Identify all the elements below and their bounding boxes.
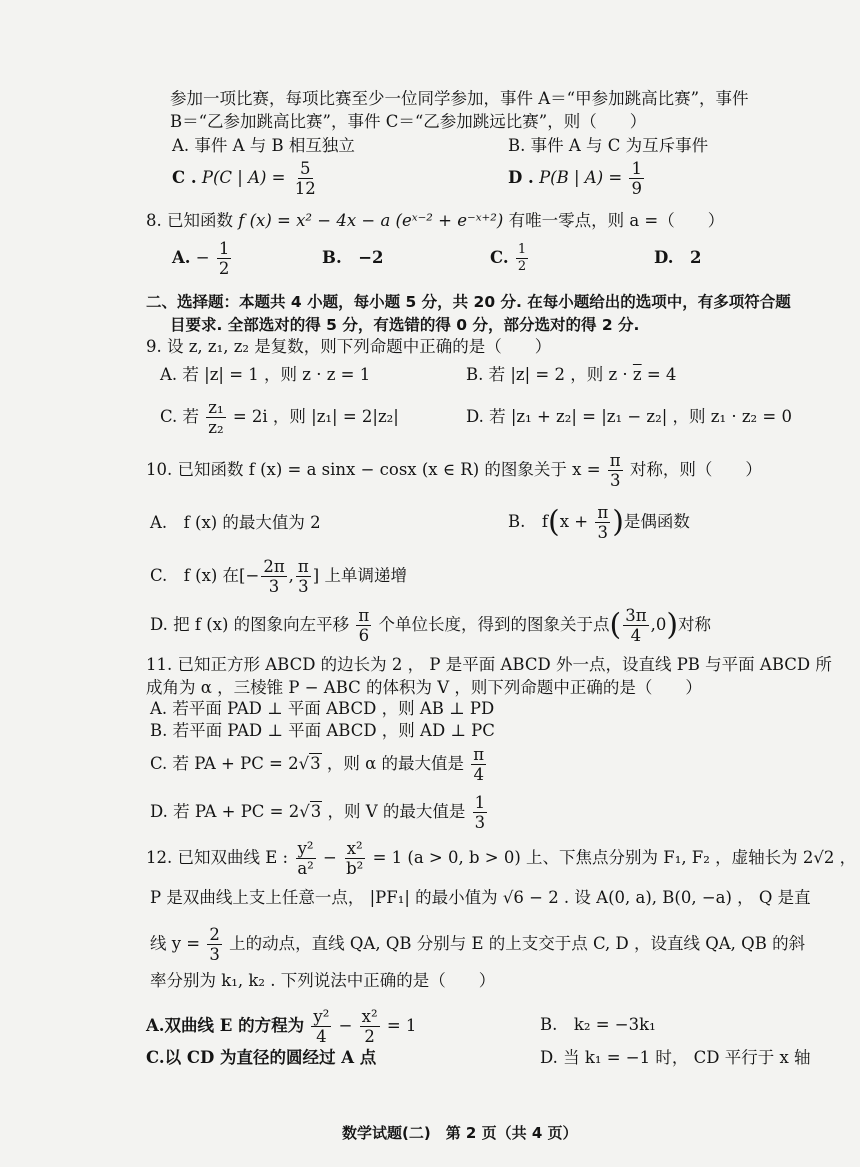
q9-option-b-pre: B. 若 |z| = 2 ，则 z · <box>466 365 633 384</box>
q10-option-d-point: ,0 <box>650 615 667 634</box>
fraction-numerator: π <box>597 503 609 522</box>
q9-option-a: A. 若 |z| = 1 ，则 z · z = 1 <box>160 365 371 384</box>
q11-option-d-pre: D. 若 PA + PC = 2 <box>150 802 300 821</box>
q8-stem-post: 有唯一零点，则 a =（ ） <box>508 211 725 230</box>
fraction-denominator: 3 <box>298 577 309 596</box>
q11-option-c-pre: C. 若 PA + PC = 2 <box>150 754 299 773</box>
q10-option-b-post: 是偶函数 <box>623 512 690 531</box>
fraction-numerator: π <box>609 451 621 470</box>
radicand: 3 <box>310 754 321 773</box>
q10-option-c-pre: C. f (x) 在[− <box>150 566 260 585</box>
q10-option-d-fraction1 <box>356 606 371 645</box>
fraction-numerator: y² <box>297 839 314 858</box>
q11-option-c <box>150 742 488 786</box>
q11-option-d-mid: ，则 V 的最大值是 <box>322 802 466 821</box>
fraction-numerator: 1 <box>474 793 486 812</box>
section2-heading-line2: 目要求. 全部选对的得 5 分，有选错的得 0 分，部分选对的得 2 分. <box>170 316 640 334</box>
fraction-denominator: a² <box>297 859 314 878</box>
fraction-denominator: 3 <box>474 813 486 832</box>
q9-option-c <box>160 396 399 438</box>
fraction-numerator: 1 <box>517 242 527 257</box>
fraction-denominator: 3 <box>597 523 609 542</box>
q12-option-a-post: = 1 <box>386 1016 417 1035</box>
q12-option-a <box>146 1004 416 1048</box>
q12-stem-line3 <box>150 922 805 966</box>
q12-line3-pre: 线 y = <box>150 934 201 953</box>
q9-stem: 9. 设 z, z₁, z₂ 是复数，则下列命题中正确的是（ ） <box>146 337 552 356</box>
q9-option-c-pre: C. 若 <box>160 407 200 426</box>
fraction-denominator: 2 <box>517 259 527 274</box>
radicand: 3 <box>310 802 322 821</box>
q8-function-expr: f (x) = x² − 4x − a (eˣ⁻² + e⁻ˣ⁺²) <box>238 211 504 230</box>
page-footer: 数学试题(二) 第 2 页（共 4 页） <box>342 1124 578 1142</box>
q7-stem-line1: 参加一项比赛，每项比赛至少一位同学参加，事件 A＝“甲参加跳高比赛”，事件 <box>170 89 749 108</box>
fraction-denominator: 3 <box>209 945 220 964</box>
q11-option-d-fraction <box>473 793 488 832</box>
q12-stem-line1 <box>146 836 856 880</box>
fraction-numerator: 2π <box>263 557 285 576</box>
q10-stem <box>146 450 762 490</box>
q10-option-b-inner: x + <box>559 512 589 531</box>
q8-option-a-label: A. <box>172 248 191 267</box>
minus-sign: − <box>323 848 337 867</box>
q10-option-b-fraction <box>595 503 610 542</box>
q10-stem-post: 对称，则（ ） <box>629 460 762 479</box>
fraction-denominator: b² <box>346 859 364 878</box>
q7-stem-line2: B＝“乙参加跳高比赛”，事件 C＝“乙参加跳远比赛”，则（ ） <box>170 112 647 131</box>
fraction-numerator: π <box>297 557 309 576</box>
q12-option-a-pre: A.双曲线 E 的方程为 <box>146 1016 305 1035</box>
fraction-numerator: 3π <box>625 606 647 625</box>
q12-option-d: D. 当 k₁ = −1 时， CD 平行于 x 轴 <box>540 1048 811 1067</box>
q8-option-c-label: C. <box>490 248 509 267</box>
q8-stem <box>146 210 724 232</box>
fraction-denominator: 4 <box>473 765 484 784</box>
fraction-numerator: 5 <box>300 159 311 178</box>
fraction-denominator: 4 <box>316 1027 327 1046</box>
q10-option-a: A. f (x) 的最大值为 2 <box>150 513 321 532</box>
q10-option-d: D. 把 f (x) 的图象向左平移 $\frac{\pi}{6}$ 个单位长度，得到的图象关于点( $\frac{3\pi}{4}$ ,0)对称 <box>150 606 712 645</box>
section2-heading-line1: 二、选择题：本题共 4 小题，每小题 5 分，共 20 分. 在每小题给出的选项中，有多项符合题 <box>146 293 791 311</box>
q11-option-c-mid: ，则 α 的最大值是 <box>321 754 465 773</box>
q8-option-d: D. 2 <box>654 248 702 267</box>
q7-option-c-expr: P(C | A) = <box>201 168 286 187</box>
q7-option-d-expr: P(B | A) = <box>539 168 623 187</box>
q10-option-d-fraction2 <box>623 606 648 645</box>
fraction-numerator: π <box>473 745 485 764</box>
q12-option-a-fraction2 <box>360 1007 380 1046</box>
q7-option-b: B. 事件 A 与 C 为互斥事件 <box>508 136 709 155</box>
q8-option-c-fraction <box>516 242 528 275</box>
q10-option-b: B. f(x + $\frac{\pi}{3}$ )是偶函数 <box>508 503 690 542</box>
q12-y2-over-a2 <box>295 839 315 878</box>
q7-option-a: A. 事件 A 与 B 相互独立 <box>172 136 355 155</box>
minus-sign: − <box>195 248 210 267</box>
fraction-numerator: x² <box>346 839 363 858</box>
sqrt-sign: √ <box>298 754 310 773</box>
q10-stem-pre: 10. 已知函数 f (x) = a sinx − cosx (x ∈ R) 的图象关于 x = <box>146 460 601 479</box>
fraction-denominator: 3 <box>609 471 621 490</box>
fraction-numerator: y² <box>313 1007 330 1026</box>
fraction-denominator: 12 <box>294 179 316 198</box>
q10-stem-fraction <box>608 451 623 490</box>
q10-option-c <box>150 555 407 597</box>
q11-option-a: A. 若平面 PAD ⊥ 平面 ABCD ，则 AB ⊥ PD <box>150 699 495 718</box>
q10-option-c-fraction1 <box>261 557 286 596</box>
fraction-numerator: 1 <box>631 159 642 178</box>
q12-x2-over-b2 <box>344 839 365 878</box>
q11-option-c-fraction <box>471 745 486 784</box>
minus-sign: − <box>338 1016 353 1035</box>
q8-stem-pre: 8. 已知函数 <box>146 211 233 230</box>
fraction-numerator: 2 <box>209 925 220 944</box>
q7-option-c <box>172 158 320 198</box>
q12-option-b: B. k₂ = −3k₁ <box>540 1015 656 1034</box>
q10-option-d-post: 对称 <box>678 615 712 634</box>
q9-option-b <box>466 364 676 386</box>
fraction-denominator: z₂ <box>208 418 224 437</box>
q9-option-c-post: = 2i ，则 |z₁| = 2|z₂| <box>232 407 399 426</box>
q7-option-d <box>508 158 646 198</box>
q12-option-c: C.以 CD 为直径的圆经过 A 点 <box>146 1048 377 1067</box>
fraction-denominator: 4 <box>630 626 642 645</box>
q7-option-c-label: C . <box>172 168 197 187</box>
q11-stem-line1: 11. 已知正方形 ABCD 的边长为 2 ， P 是平面 ABCD 外一点，设直线 PB 与平面 ABCD 所 <box>146 655 832 674</box>
q10-option-b-pre: B. f <box>508 512 548 531</box>
fraction-numerator: π <box>358 606 370 625</box>
fraction-denominator: 2 <box>364 1027 375 1046</box>
q12-line3-post: 上的动点，直线 QA, QB 分别与 E 的上支交于点 C, D ，设直线 QA, QB 的斜 <box>229 934 806 953</box>
q8-option-c <box>490 238 530 278</box>
q12-line1-pre: 12. 已知双曲线 E : <box>146 848 289 867</box>
q8-option-a-fraction <box>217 239 232 278</box>
q12-stem-line4: 率分别为 k₁, k₂ . 下列说法中正确的是（ ） <box>150 971 496 990</box>
q8-option-a <box>172 238 233 278</box>
q10-option-c-post: ] 上单调递增 <box>312 566 407 585</box>
q11-option-d <box>150 790 489 834</box>
q10-option-d-mid: 个单位长度，得到的图象关于点 <box>378 615 610 634</box>
q9-option-d: D. 若 |z₁ + z₂| = |z₁ − z₂| ，则 z₁ · z₂ = 0 <box>466 407 792 426</box>
q12-line3-fraction <box>207 925 222 964</box>
comma: , <box>288 566 294 585</box>
fraction-denominator: 9 <box>631 179 642 198</box>
sqrt-sign: √ <box>299 802 310 821</box>
fraction-numerator: 1 <box>218 239 230 258</box>
q9-option-c-fraction <box>206 398 225 437</box>
q7-option-d-fraction <box>629 159 644 198</box>
conjugate-z: $\overline{z}$ <box>632 365 642 384</box>
fraction-numerator: x² <box>361 1007 378 1026</box>
q10-option-d-pre: D. 把 f (x) 的图象向左平移 <box>150 615 350 634</box>
fraction-denominator: 3 <box>268 577 280 596</box>
q11-option-b: B. 若平面 PAD ⊥ 平面 ABCD ，则 AD ⊥ PC <box>150 721 495 740</box>
fraction-denominator: 2 <box>218 259 230 278</box>
q7-option-d-label: D . <box>508 168 534 187</box>
q9-option-b-post: = 4 <box>641 365 677 384</box>
q11-stem-line2: 成角为 α ，三棱锥 P − ABC 的体积为 V ，则下列命题中正确的是（ ） <box>146 678 702 697</box>
q12-line1-post: = 1 (a > 0, b > 0) 上、下焦点分别为 F₁, F₂ ，虚轴长为 2√2 ， <box>372 848 857 867</box>
q7-option-c-fraction <box>293 159 318 198</box>
fraction-numerator: z₁ <box>208 398 224 417</box>
q12-stem-line2: P 是双曲线上支上任意一点， |PF₁| 的最小值为 √6 − 2 . 设 A(0, a), B(0, −a) ， Q 是直 <box>150 888 811 907</box>
q12-option-a-fraction1 <box>311 1007 331 1046</box>
q10-option-c-fraction2 <box>296 557 311 596</box>
q8-option-b: B. −2 <box>322 248 384 267</box>
fraction-denominator: 6 <box>358 626 370 645</box>
